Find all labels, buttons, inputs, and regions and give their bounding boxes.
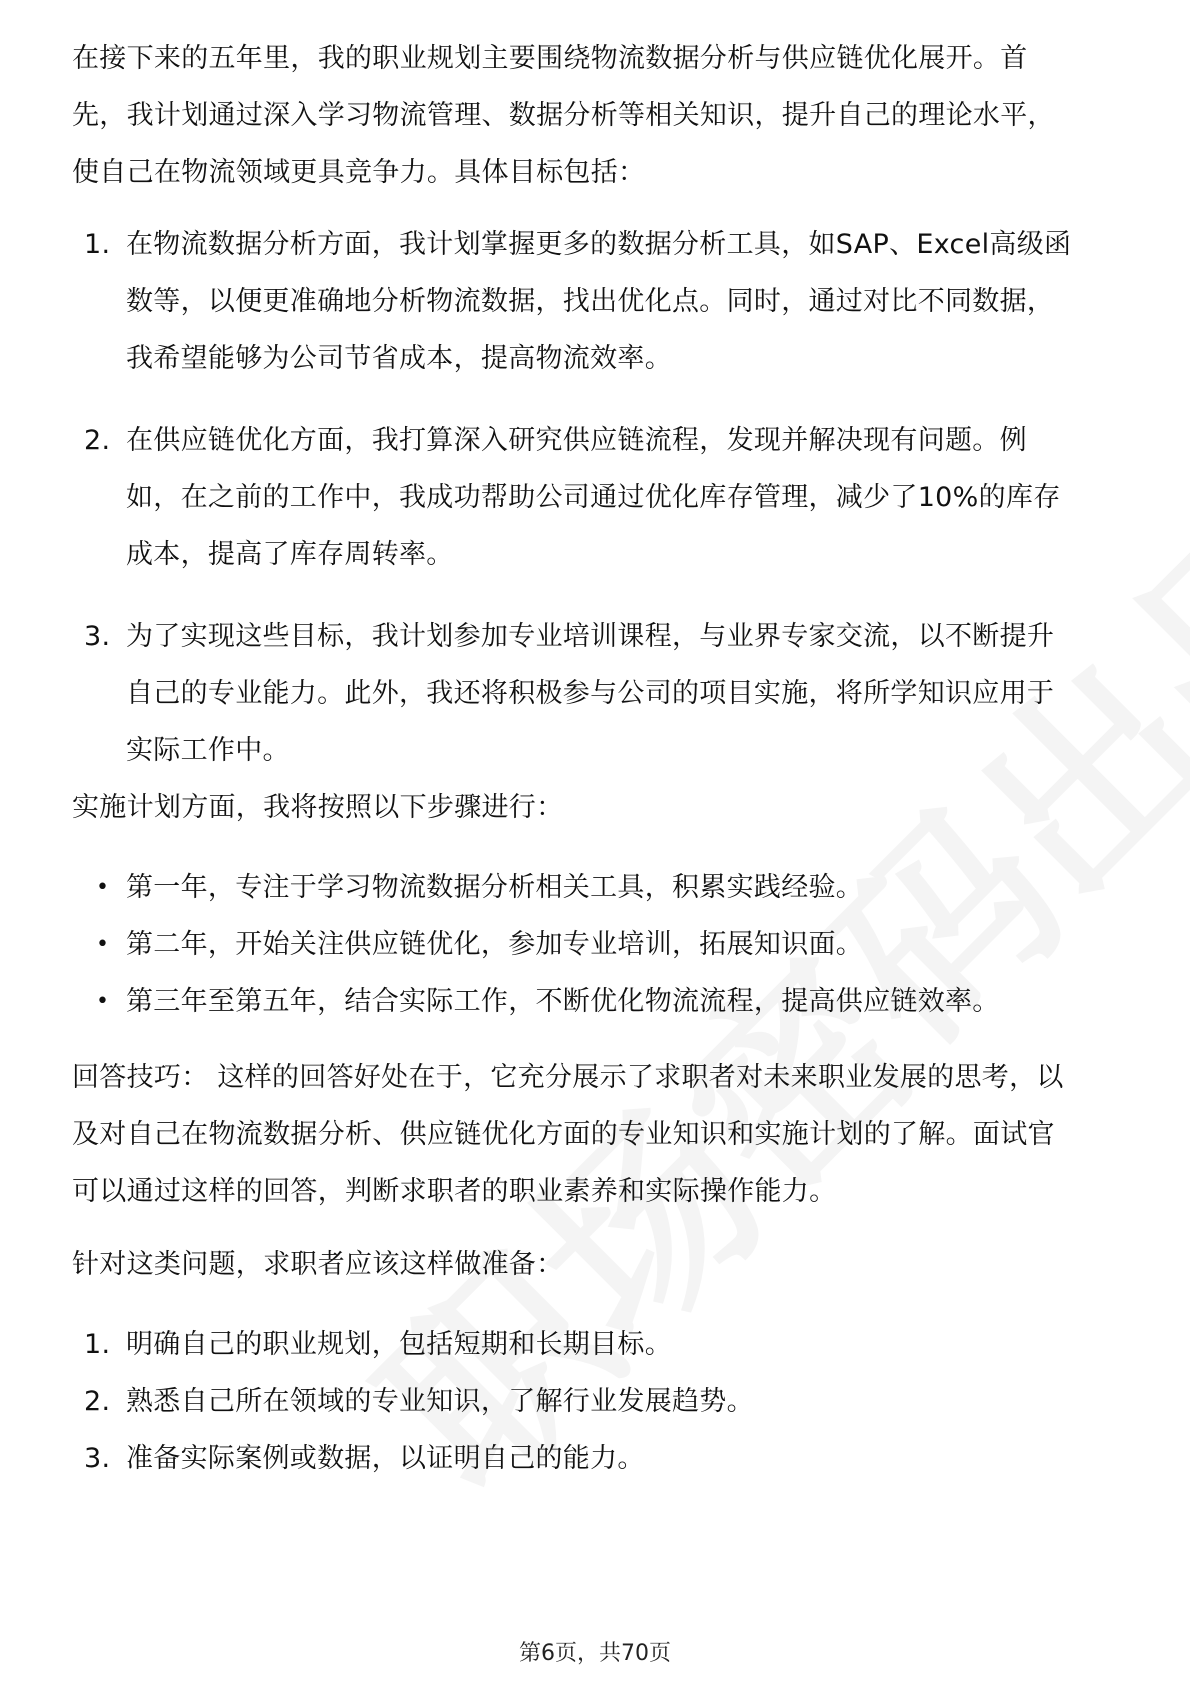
- tips-line: 可以通过这样的回答，判断求职者的职业素养和实际操作能力。: [72, 1176, 837, 1207]
- bullet: •: [96, 932, 110, 957]
- intro-line: 先，我计划通过深入学习物流管理、数据分析等相关知识，提升自己的理论水平，: [72, 100, 1055, 131]
- list-item: [72, 1430, 1120, 1487]
- list-item: [72, 412, 1120, 583]
- list-item: [72, 859, 1120, 916]
- list-item: [72, 973, 1120, 1030]
- list-number: 2.: [84, 1386, 111, 1417]
- bullet: •: [96, 875, 110, 900]
- list-item-text: 第二年，开始关注供应链优化，参加专业培训，拓展知识面。: [126, 929, 864, 960]
- list-item-line: 实际工作中。: [126, 735, 290, 766]
- list-item-text: 第一年，专注于学习物流数据分析相关工具，积累实践经验。: [126, 872, 864, 903]
- tips-line: 回答技巧： 这样的回答好处在于，它充分展示了求职者对未来职业发展的思考，以: [72, 1062, 1064, 1093]
- list-item: [72, 1373, 1120, 1430]
- list-item-line: 我希望能够为公司节省成本，提高物流效率。: [126, 343, 672, 374]
- list-item: [72, 216, 1120, 387]
- tips-line: 及对自己在物流数据分析、供应链优化方面的专业知识和实施计划的了解。面试官: [72, 1119, 1055, 1150]
- intro-line: 使自己在物流领域更具竞争力。具体目标包括：: [72, 157, 646, 188]
- list-number: 3.: [84, 1443, 111, 1474]
- bullet: •: [96, 989, 110, 1014]
- list-item-line: 自己的专业能力。此外，我还将积极参与公司的项目实施，将所学知识应用于: [126, 678, 1055, 709]
- goals-list: [72, 216, 1120, 804]
- list-number: 2.: [84, 425, 111, 456]
- prep-intro: 针对这类问题，求职者应该这样做准备：: [72, 1249, 564, 1280]
- list-item-line: 如，在之前的工作中，我成功帮助公司通过优化库存管理，减少了10%的库存: [126, 482, 1061, 513]
- list-item-text: 准备实际案例或数据，以证明自己的能力。: [126, 1443, 645, 1474]
- list-item-line: 为了实现这些目标，我计划参加专业培训课程，与业界专家交流，以不断提升: [126, 621, 1055, 652]
- list-item: [72, 916, 1120, 973]
- list-item-line: 在供应链优化方面，我打算深入研究供应链流程，发现并解决现有问题。例: [126, 425, 1027, 456]
- list-item-line: 数等，以便更准确地分析物流数据，找出优化点。同时，通过对比不同数据，: [126, 286, 1055, 317]
- page-number-footer: 第6页，共70页: [519, 1641, 671, 1666]
- list-item-text: 明确自己的职业规划，包括短期和长期目标。: [126, 1329, 672, 1360]
- intro-line: 在接下来的五年里，我的职业规划主要围绕物流数据分析与供应链优化展开。首: [72, 43, 1028, 74]
- list-item-line: 在物流数据分析方面，我计划掌握更多的数据分析工具，如SAP、Excel高级函: [126, 229, 1072, 260]
- intro-paragraph: [72, 30, 1120, 201]
- list-item: [72, 1316, 1120, 1373]
- list-item-text: 熟悉自己所在领域的专业知识，了解行业发展趋势。: [126, 1386, 754, 1417]
- list-number: 1.: [84, 1329, 111, 1360]
- list-item: [72, 608, 1120, 779]
- prep-list: [72, 1316, 1120, 1487]
- list-item-line: 成本，提高了库存周转率。: [126, 539, 454, 570]
- list-number: 3.: [84, 621, 111, 652]
- list-item-text: 第三年至第五年，结合实际工作，不断优化物流流程，提高供应链效率。: [126, 986, 1000, 1017]
- plan-intro: 实施计划方面，我将按照以下步骤进行：: [72, 792, 564, 823]
- list-number: 1.: [84, 229, 111, 260]
- answer-tips: [72, 1049, 1120, 1220]
- plan-steps-list: [72, 859, 1120, 1030]
